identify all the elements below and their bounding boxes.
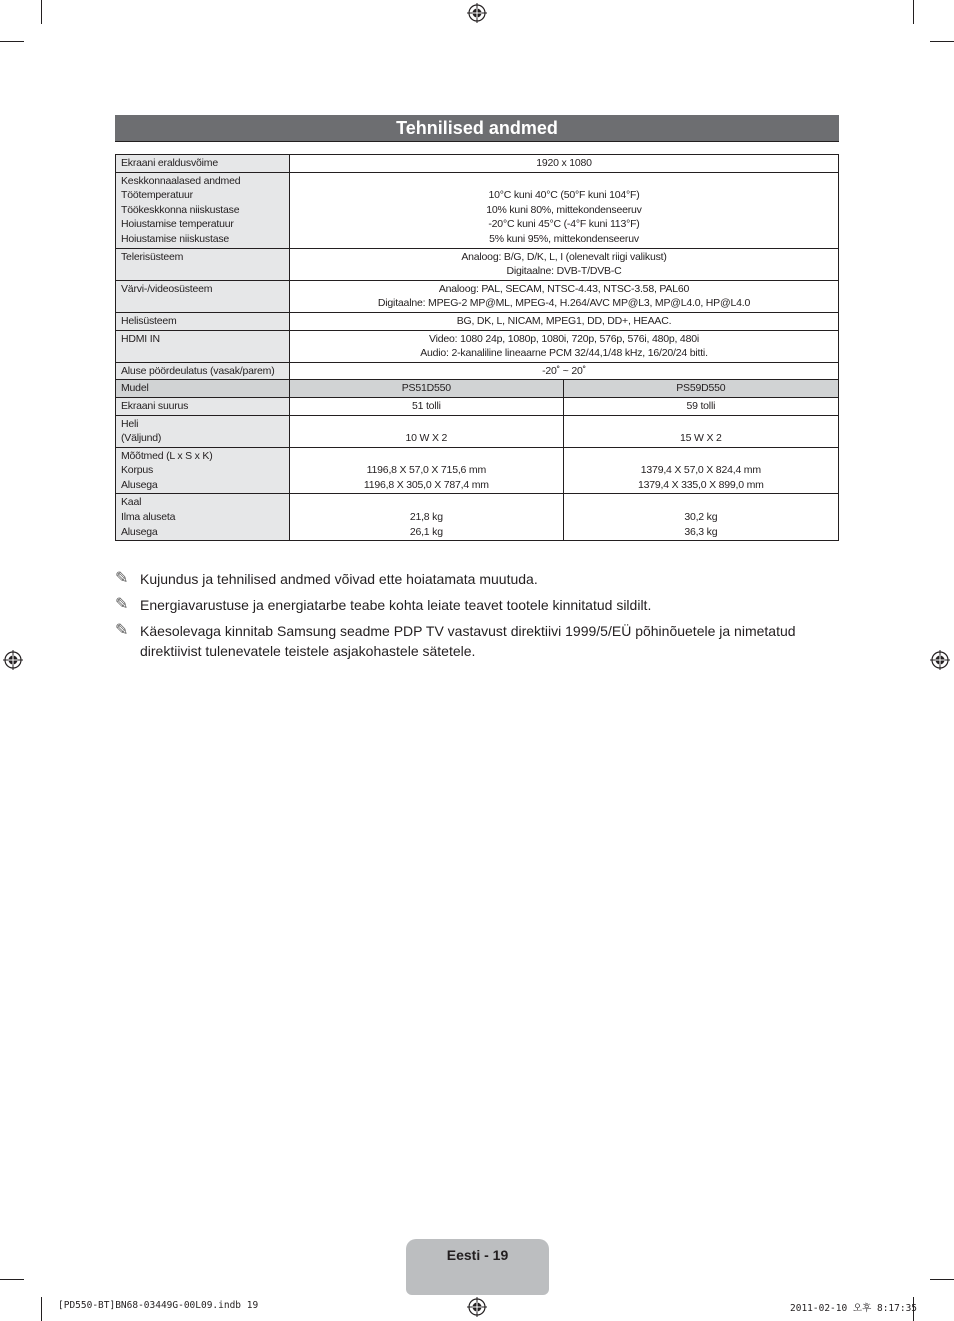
label-line: Töötemperatuur bbox=[121, 189, 193, 202]
model-name: PS59D550 bbox=[563, 380, 838, 398]
page-title: Tehnilised andmed bbox=[115, 115, 839, 141]
label-line: Heli bbox=[121, 417, 139, 430]
table-row bbox=[116, 397, 839, 415]
table-header-row bbox=[116, 380, 839, 398]
table-row bbox=[116, 330, 839, 362]
print-slug-timestamp: 2011-02-10 오후 8:17:35 bbox=[790, 1303, 918, 1314]
spec-value bbox=[290, 494, 564, 541]
label-line: Hoiustamise temperatuur bbox=[121, 218, 234, 231]
note-text: Käesolevaga kinnitab Samsung seadme PDP TV vastavust direktiivi 1999/5/EÜ põhinõuetele ja nimetatud direktiivist tulenevatele teistele asjakohastele sätetele. bbox=[140, 623, 796, 659]
table-row bbox=[116, 155, 839, 173]
spec-value: 15 W X 2 bbox=[563, 415, 838, 447]
note-text: Energiavarustuse ja energiatarbe teabe kohta leiate teavet tootele kinnitatud sildilt. bbox=[140, 597, 652, 613]
value-line: Video: 1080 24p, 1080p, 1080i, 720p, 576p, 576i, 480p, 480i bbox=[428, 332, 699, 345]
spec-label bbox=[116, 172, 290, 248]
value-line: 1196,8 X 57,0 X 715,6 mm bbox=[366, 464, 487, 477]
registration-mark-icon bbox=[467, 1297, 487, 1317]
label-line: Alusega bbox=[121, 478, 158, 491]
spec-label: Helisüsteem bbox=[116, 312, 290, 330]
note-item bbox=[115, 595, 839, 615]
label-line: Kaal bbox=[121, 496, 142, 509]
label-line: (Väljund) bbox=[121, 432, 162, 445]
page-number-tab bbox=[406, 1239, 549, 1295]
notes-list bbox=[115, 569, 839, 667]
spec-value: 10 W X 2 bbox=[290, 415, 564, 447]
label-line: Alusega bbox=[121, 525, 158, 538]
spec-value bbox=[290, 330, 839, 362]
table-row bbox=[116, 447, 839, 494]
note-item bbox=[115, 569, 839, 589]
table-row bbox=[116, 494, 839, 541]
value-line: 1196,8 X 305,0 X 787,4 mm bbox=[363, 478, 489, 491]
value-line: Digitaalne: MPEG-2 MP@ML, MPEG-4, H.264/AVC MP@L3, MP@L4.0, HP@L4.0 bbox=[377, 297, 751, 310]
value-line: 21,8 kg bbox=[409, 511, 443, 524]
crop-mark bbox=[0, 41, 24, 42]
spec-value bbox=[563, 494, 838, 541]
spec-label: Ekraani eraldusvõime bbox=[116, 155, 290, 173]
spec-label: Ekraani suurus bbox=[116, 397, 290, 415]
spec-value bbox=[290, 280, 839, 312]
value-line: Analoog: PAL, SECAM, NTSC-4.43, NTSC-3.58, PAL60 bbox=[438, 282, 690, 295]
table-row bbox=[116, 172, 839, 248]
table-row bbox=[116, 280, 839, 312]
table-row bbox=[116, 248, 839, 280]
crop-mark bbox=[913, 0, 914, 24]
spec-value: -20˚ ~ 20˚ bbox=[290, 362, 839, 380]
label-line: Keskkonnaalased andmed bbox=[121, 174, 241, 187]
crop-mark bbox=[930, 41, 954, 42]
value-line: 1379,4 X 57,0 X 824,4 mm bbox=[640, 464, 761, 477]
spec-label bbox=[116, 494, 290, 541]
note-text: Kujundus ja tehnilised andmed võivad ette hoiatamata muutuda. bbox=[140, 571, 538, 587]
value-line: 1379,4 X 335,0 X 899,0 mm bbox=[637, 478, 764, 491]
crop-mark bbox=[930, 1279, 954, 1280]
spec-label: Aluse pöördeulatus (vasak/parem) bbox=[116, 362, 290, 380]
label-line: Hoiustamise niiskustase bbox=[121, 232, 230, 245]
label-line: Korpus bbox=[121, 464, 154, 477]
crop-mark bbox=[41, 0, 42, 24]
spec-value: BG, DK, L, NICAM, MPEG1, DD, DD+, HEAAC. bbox=[290, 312, 839, 330]
table-row bbox=[116, 312, 839, 330]
pencil-note-icon: ✎ bbox=[115, 596, 129, 613]
note-item bbox=[115, 621, 839, 661]
pencil-note-icon: ✎ bbox=[115, 570, 129, 587]
model-name: PS51D550 bbox=[290, 380, 564, 398]
page-number: Eesti - 19 bbox=[446, 1247, 509, 1263]
value-line: 10°C kuni 40°C (50°F kuni 104°F) bbox=[488, 189, 640, 202]
specifications-table bbox=[115, 154, 839, 541]
registration-mark-icon bbox=[3, 650, 23, 670]
spec-value: 1920 x 1080 bbox=[290, 155, 839, 173]
spec-value bbox=[290, 447, 564, 494]
spec-value: 51 tolli bbox=[290, 397, 564, 415]
value-line: 26,1 kg bbox=[409, 525, 443, 538]
spec-value bbox=[563, 447, 838, 494]
crop-mark bbox=[0, 1279, 24, 1280]
value-line: 30,2 kg bbox=[684, 511, 718, 524]
table-row bbox=[116, 362, 839, 380]
spec-value bbox=[290, 248, 839, 280]
spec-value bbox=[290, 172, 839, 248]
value-line: Analoog: B/G, D/K, L, I (olenevalt riigi valikust) bbox=[461, 250, 667, 263]
print-slug-filename: [PD550-BT]BN68-03449G-00L09.indb 19 bbox=[58, 1300, 259, 1311]
spec-label: Värvi-/videosüsteem bbox=[116, 280, 290, 312]
value-line: 10% kuni 80%, mittekondenseeruv bbox=[486, 203, 642, 216]
registration-mark-icon bbox=[930, 650, 950, 670]
spec-label: Mudel bbox=[116, 380, 290, 398]
pencil-note-icon: ✎ bbox=[115, 622, 129, 639]
value-line: Digitaalne: DVB-T/DVB-C bbox=[506, 265, 622, 278]
spec-label: HDMI IN bbox=[116, 330, 290, 362]
spec-value: 59 tolli bbox=[563, 397, 838, 415]
spec-label bbox=[116, 447, 290, 494]
label-line: Mõõtmed (L x S x K) bbox=[121, 449, 213, 462]
label-line: Ilma aluseta bbox=[121, 511, 176, 524]
spec-label bbox=[116, 415, 290, 447]
registration-mark-icon bbox=[467, 3, 487, 23]
table-row bbox=[116, 415, 839, 447]
crop-mark bbox=[41, 1297, 42, 1321]
label-line: Töökeskkonna niiskustase bbox=[121, 203, 240, 216]
value-line: 36,3 kg bbox=[684, 525, 718, 538]
value-line: -20°C kuni 45°C (-4°F kuni 113°F) bbox=[488, 218, 640, 231]
spec-label: Telerisüsteem bbox=[116, 248, 290, 280]
value-line: 5% kuni 95%, mittekondenseeruv bbox=[489, 232, 639, 245]
value-line: Audio: 2-kanaliline lineaarne PCM 32/44,1/48 kHz, 16/20/24 bitti. bbox=[420, 347, 708, 360]
